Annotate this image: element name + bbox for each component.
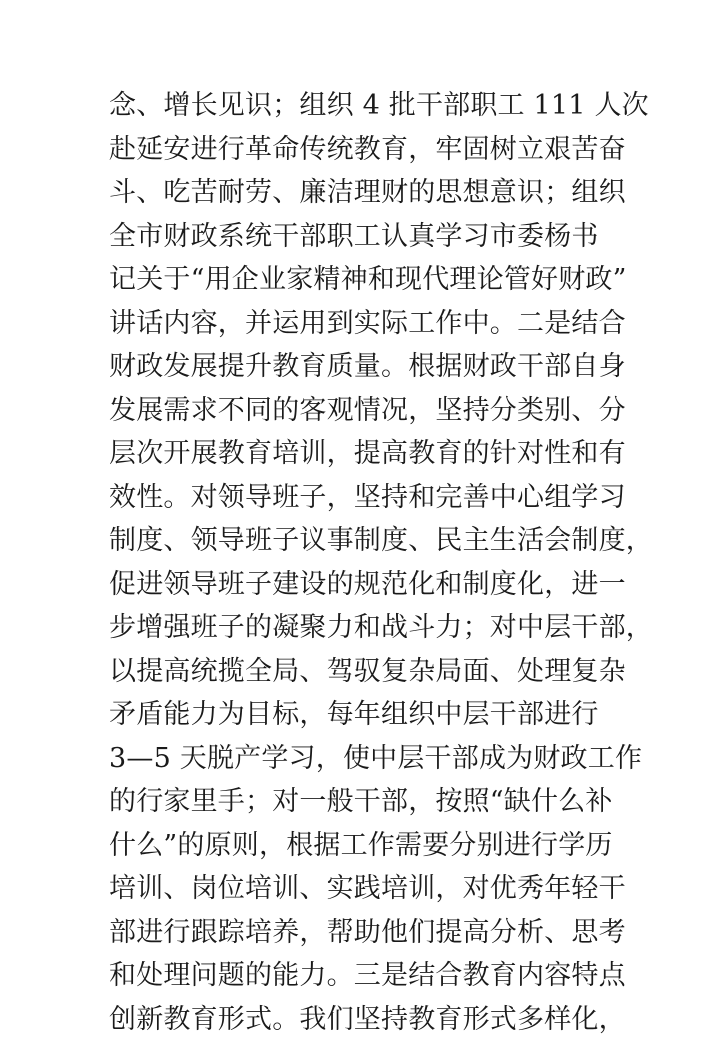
- text-line-17: 的行家里手；对一般干部，按照“缺什么补: [109, 780, 629, 824]
- text-line-19: 培训、岗位培训、实践培训，对优秀年轻干: [109, 867, 629, 911]
- text-line-12: 促进领导班子建设的规范化和制度化，进一: [109, 563, 629, 607]
- text-line-16: 3—5 天脱产学习，使中层干部成为财政工作: [109, 737, 629, 781]
- text-line-8: 发展需求不同的客观情况，坚持分类别、分: [109, 389, 629, 433]
- text-line-3: 斗、吃苦耐劳、廉洁理财的思想意识；组织: [109, 171, 629, 215]
- text-line-10: 效性。对领导班子，坚持和完善中心组学习: [109, 476, 629, 520]
- text-line-6: 讲话内容，并运用到实际工作中。二是结合: [109, 302, 629, 346]
- text-line-2: 赴延安进行革命传统教育，牢固树立艰苦奋: [109, 128, 629, 172]
- text-line-11: 制度、领导班子议事制度、民主生活会制度，: [109, 519, 629, 563]
- body-text: [109, 84, 629, 1041]
- text-line-7: 财政发展提升教育质量。根据财政干部自身: [109, 345, 629, 389]
- text-line-21: 和处理问题的能力。三是结合教育内容特点: [109, 954, 629, 998]
- text-line-15: 矛盾能力为目标，每年组织中层干部进行: [109, 693, 629, 737]
- text-line-1: 念、增长见识；组织 4 批干部职工 111 人次: [109, 84, 629, 128]
- text-line-20: 部进行跟踪培养，帮助他们提高分析、思考: [109, 911, 629, 955]
- text-line-4: 全市财政系统干部职工认真学习市委杨书: [109, 215, 629, 259]
- text-line-14: 以提高统揽全局、驾驭复杂局面、处理复杂: [109, 650, 629, 694]
- text-line-13: 步增强班子的凝聚力和战斗力；对中层干部，: [109, 606, 629, 650]
- text-line-9: 层次开展教育培训，提高教育的针对性和有: [109, 432, 629, 476]
- text-line-22: 创新教育形式。我们坚持教育形式多样化，: [109, 998, 629, 1041]
- text-line-18: 什么”的原则，根据工作需要分别进行学历: [109, 824, 629, 868]
- text-line-5: 记关于“用企业家精神和现代理论管好财政”: [109, 258, 629, 302]
